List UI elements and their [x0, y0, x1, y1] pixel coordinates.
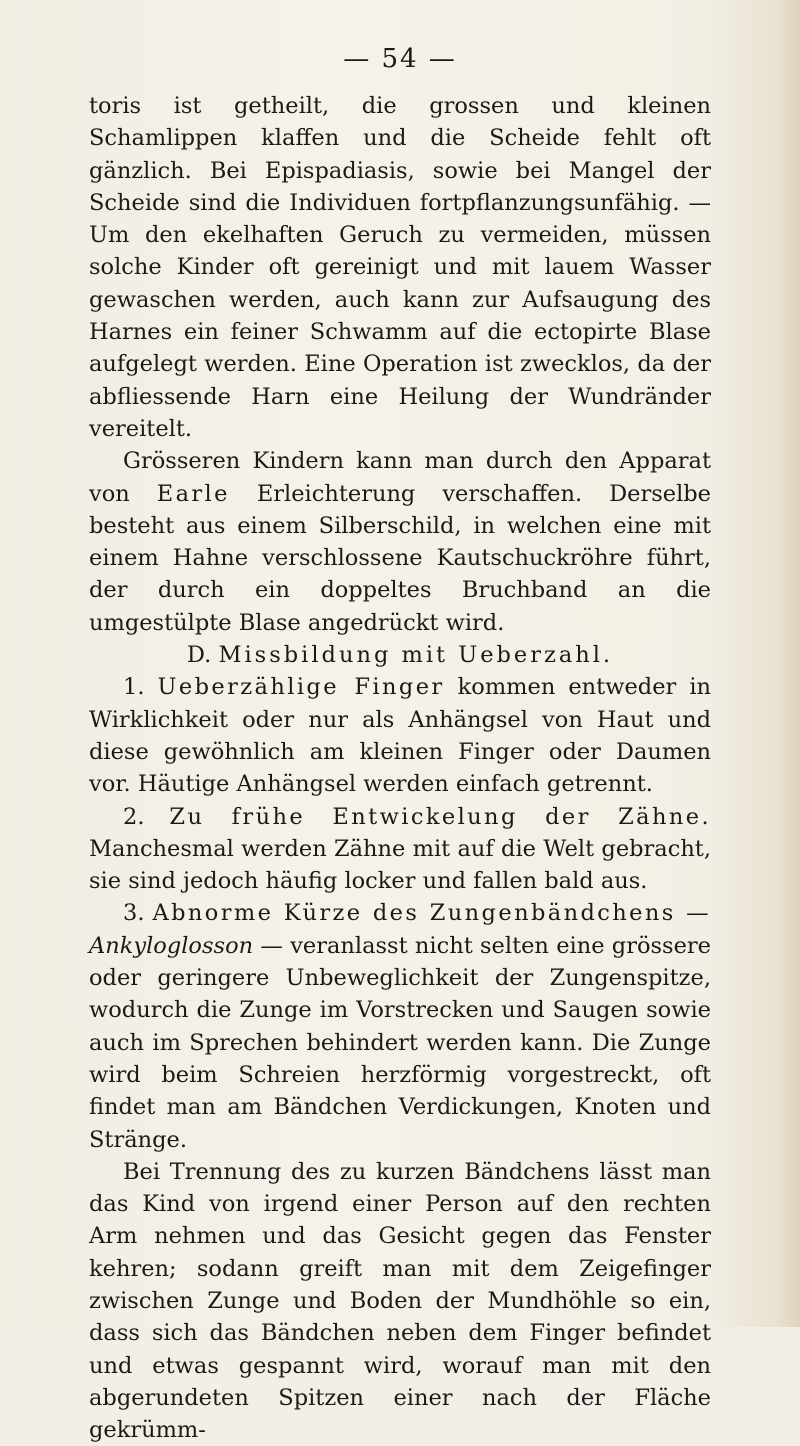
item-3	[89, 897, 711, 1155]
item-1-title: Ueberzählige Finger	[157, 674, 445, 701]
item-3-title: Abnorme Kürze des Zungenbändchens —	[152, 900, 712, 927]
body-text	[89, 90, 711, 1446]
section-heading	[89, 639, 711, 671]
item-3-number: 3.	[123, 900, 145, 927]
section-title: Missbildung mit Ueberzahl.	[218, 642, 614, 669]
paragraph-last: Bei Trennung des zu kurzen Bändchens lässt man das Kind von irgend einer Person auf den rechten Arm nehmen und das Gesicht gegen das Fenster kehren; sodann greift man mit dem Zeigefinger zwischen Zunge und Boden der Mundhöhle so ein, dass sich das Bändchen neben dem Finger befindet und etwas gespannt wird, worauf man mit den abgerundeten Spitzen einer nach der Fläche gekrümm-	[89, 1158, 711, 1444]
item-2	[89, 801, 711, 898]
paragraph-2-start: Grösseren Kindern kann man durch den Apparat von	[89, 448, 711, 507]
paragraph-1: toris ist getheilt, die grossen und kleinen Schamlippen klaffen und die Scheide fehlt oft gänzlich. Bei Epispadiasis, sowie bei Mangel der Scheide sind die Individuen fortpflanzungsunfähig. — Um den ekelhaften Geruch zu vermeiden, müssen solche Kinder oft gereinigt und mit lauem Wasser gewaschen werden, auch kann zur Aufsaugung des Harnes ein feiner Schwamm auf die ectopirte Blase aufgelegt werden. Eine Operation ist zwecklos, da der abfliessende Harn eine Heilung der Wundränder vereitelt.	[89, 93, 711, 442]
paragraph-2	[89, 445, 711, 639]
item-1	[89, 671, 711, 800]
item-2-number: 2.	[123, 803, 145, 830]
item-2-text: Manchesmal werden Zähne mit auf die Welt gebracht, sie sind jedoch häufig locker und fallen bald aus.	[89, 835, 711, 895]
item-2-title: Zu frühe Entwickelung der Zähne.	[169, 803, 712, 830]
page-number: — 54 —	[343, 44, 457, 74]
item-1-text: kommen entweder in Wirklichkeit oder nur als Anhängsel von Haut und diese gewöhnlich am kleinen Finger oder Daumen vor. Häutige Anhängsel werden einfach getrennt.	[89, 674, 712, 798]
section-letter: D.	[186, 642, 212, 669]
paragraph-2-rest: Erleichterung verschaffen. Derselbe besteht aus einem Silberschild, in welchen eine mit einem Hahne verschlossene Kautschuckröhre führt, der durch ein doppeltes Bruchband an die umgestülpte Blase angedrückt wird.	[89, 480, 711, 636]
author-name-earle: Earle	[156, 480, 230, 507]
item-3-text: — veranlasst nicht selten eine grössere oder geringere Unbeweglichkeit der Zungenspitze, wodurch die Zunge im Vorstrecken und Saugen sowie auch im Sprechen behindert werden kann. Die Zunge wird beim Schreien herzförmig vorgestreckt, oft findet man am Bändchen Verdickungen, Knoten und Stränge.	[89, 932, 711, 1153]
item-3-term: Ankyloglosson	[89, 932, 254, 959]
item-1-number: 1.	[123, 674, 145, 701]
